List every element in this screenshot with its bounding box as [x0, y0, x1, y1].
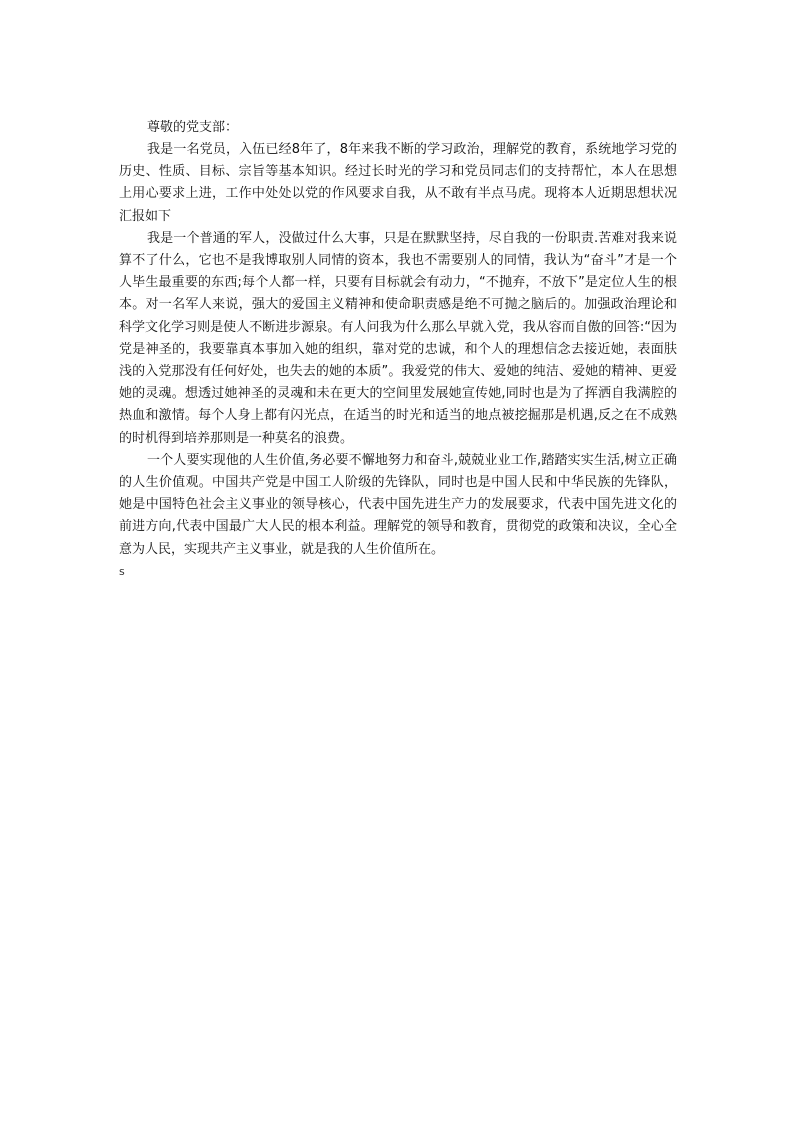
document-page	[119, 117, 677, 583]
paragraph-body: 我是一个普通的军人，没做过什么大事，只是在默默坚持，尽自我的一份职责.苦难对我来说算不了什么，它也不是我博取别人同情的资本，我也不需要别人的同情，我认为“奋斗”才是一个人毕生最重要的东西;每个人都一样，只要有目标就会有动力，“不抛弃，不放下”是定位人生的根本。对一名军人来说，强大的爱国主义精神和使命职责感是绝不可抛之脑后的。加强政治理论和科学文化学习则是使人不断进步源泉。有人问我为什么那么早就入党，我从容而自傲的回答:“因为党是神圣的，我要靠真本事加入她的组织，靠对党的忠诚，和个人的理想信念去接近她，表面肤浅的入党那没有任何好处，也失去的她的本质”。我爱党的伟大、爱她的纯洁、爱她的精神、更爱她的灵魂。想透过她神圣的灵魂和未在更大的空间里发展她宣传她,同时也是为了挥洒自我满腔的热血和激情。每个人身上都有闪光点，在适当的时光和适当的地点被挖掘那是机遇,反之在不成熟的时机得到培养那则是一种莫名的浪费。	[119, 230, 677, 446]
salutation: 尊敬的党支部：	[147, 120, 239, 135]
paragraph-life-value: 一个人要实现他的人生价值,务必要不懈地努力和奋斗,兢兢业业工作,踏踏实实生活,树立正确的人生价值观。中国共产党是中国工人阶级的先锋队，同时也是中国人民和中华民族的先锋队，她是中国特色社会主义事业的领导核心，代表中国先进生产力的发展要求，代表中国先进文化的前进方向,代表中国最广大人民的根本利益。理解党的领导和教育，贯彻党的政策和决议，全心全意为人民，实现共产主义事业，就是我的人生价值所在。	[119, 452, 677, 557]
stray-character: s	[119, 564, 125, 578]
paragraph-intro: 我是一名党员，入伍已经8年了，8年来我不断的学习政治，理解党的教育，系统地学习党的历史、性质、目标、宗旨等基本知识。经过长时光的学习和党员同志们的支持帮忙，本人在思想上用心要求上进，工作中处处以党的作风要求自我，从不敢有半点马虎。现将本人近期思想状况汇报如下	[119, 142, 677, 224]
